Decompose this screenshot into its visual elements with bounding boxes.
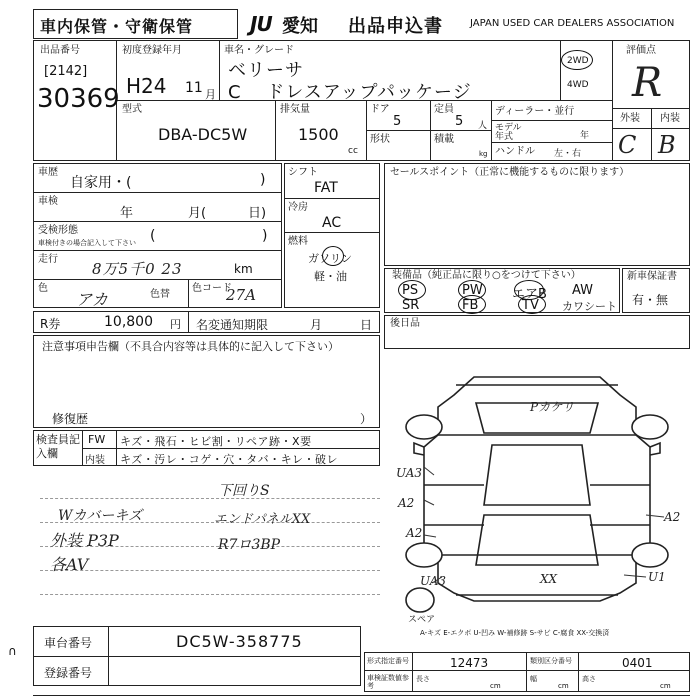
equip-tv-circle [518,295,546,314]
repair-close: ） [360,412,373,426]
car-roof [484,445,590,505]
note-exterior: 外装 P3P [50,531,119,550]
reg-number-label: 登録番号 [44,666,93,680]
aftermarket-label: 後日品 [390,318,420,329]
equip-tv: TV [522,298,539,313]
diagram-mark-front: Pカケリ [530,400,575,414]
inspection-label: 車検 [38,196,58,207]
diagram-mark-a2-left-2: A2 [406,526,423,540]
diagram-mark-a2-right: A2 [664,510,681,524]
dims-length: 長さ [416,675,430,683]
equipment-label: 装備品（純正品に限り○をつけて下さい） [392,270,581,281]
drive-4wd: 4WD [567,80,589,90]
vehicle-name: ベリーサ [228,60,304,81]
mileage-value: 8万5千0 23 [92,260,183,278]
inspection-day: 日) [248,206,267,221]
car-right-mirror [650,443,660,455]
acceptance-open: ( [150,228,156,244]
cooler-value: AC [322,215,342,231]
history-label: 車歴 [38,167,58,178]
ju-logo: JU [250,12,272,36]
dims-height-unit: cm [660,682,671,690]
exterior-grade: C [618,131,637,159]
diagram-mark-ua3-left: UA3 [396,466,423,480]
model-year-label: モデル年式 [495,123,522,142]
diagram-mark-u1-right: U1 [648,570,666,584]
lot-number-label: 出品番号 [40,45,80,56]
category-label: 類別区分番号 [530,657,572,665]
voucher-unit: 円 [170,318,181,331]
interior-label: 内装 [660,113,680,124]
sales-point-label: セールスポイント（正常に機能するものに限ります） [390,167,630,178]
rear-right-wheel [632,543,668,567]
acceptance-sub: 車検付きの場合記入して下さい [38,239,136,247]
org-name-english: JAPAN USED CAR DEALERS ASSOCIATION [470,18,675,29]
dims-height: 高さ [582,675,596,683]
left-margin-mark: ∩ [8,644,17,658]
displacement-label: 排気量 [280,104,310,115]
category-value: 0401 [622,656,653,670]
inspector-fw: FW [88,433,106,446]
dims-width-unit: cm [558,682,569,690]
inspector-fw-text: キズ・飛石・ヒビ割・リペア跡・X要 [120,435,312,448]
sales-point-block [384,163,690,266]
inspection-year-unit: 年 [120,206,134,221]
org-name: 愛知 [282,16,318,37]
registration-year: H24 [126,74,167,98]
type-designation-value: 12473 [450,656,489,670]
shift-label: シフト [288,167,318,178]
evaluation-label: 評価点 [626,45,656,56]
capacity-unit: 人 [478,121,488,131]
car-left-mirror [414,443,424,455]
vehicle-grade: C ドレスアップパッケージ [228,82,472,103]
lot-number: 30369 [37,84,120,114]
mileage-label: 走行 [38,254,58,265]
capacity-label: 定員 [434,104,454,115]
fuel-gasoline: ガソリン [308,252,352,265]
note-av: 各AV [50,555,89,574]
diagram-mark-a2-left-1: A2 [398,496,415,510]
recycle-label: 名変通知期限 [196,318,269,332]
color-value: アカ [76,290,108,309]
equip-ps: PS [402,283,419,298]
handle-label: ハンドル [495,146,535,157]
repair-label: 修復歴 [52,412,89,426]
spare-label: スペア [408,615,436,625]
note-w-cover: Wカバーキズ [58,508,143,524]
registration-month: 11 [185,80,203,96]
inspector-interior-text: キズ・汚レ・コゲ・穴・タバ・キレ・破レ [120,453,339,466]
form-title: 出品申込書 [348,16,443,37]
damage-legend: A-キズ E-エクボ U-凹み W-補修跡 S-サビ C-腐食 XX-交換済 [420,629,610,637]
acceptance-label: 受検形態 [38,225,78,236]
car-outline-rear [438,555,636,601]
voucher-value: 10,800 [104,314,153,330]
rear-left-wheel [406,543,442,567]
equip-pw: PW [462,283,483,298]
fuel-diesel: 軽・油 [314,270,347,283]
type-designation-label: 形式指定番号 [367,657,409,665]
warranty-value: 有・無 [632,293,669,307]
color-change-label: 色替 [150,289,170,300]
shape-label: 形状 [370,134,390,145]
capacity-value: 5 [455,114,464,129]
note-r7: R7ロ3BP [218,537,281,553]
inspector-interior: 内装 [85,455,105,466]
evaluation-score: R [632,60,663,106]
equip-leather-seat: カワシート [562,300,617,313]
equip-aw: AW [572,283,594,298]
color-code-label: 色コード [192,283,232,294]
front-left-wheel [406,415,442,439]
acceptance-close: ) [262,228,268,244]
displacement-value: 1500 [298,125,339,144]
dims-length-unit: cm [490,682,501,690]
exterior-label: 外装 [620,113,640,124]
warranty-label: 新車保証書 [627,271,677,282]
history-close: ) [260,172,266,188]
equip-fb-circle [458,295,486,314]
diagram-mark-xx-rear: XX [540,572,558,586]
dims-label: 車検証数値参考 [367,674,409,690]
aftermarket-block [384,315,690,349]
spare-tire [406,588,434,612]
cooler-label: 冷房 [288,202,308,213]
handle-value: 左・右 [554,149,582,159]
equip-fb: FB [462,298,479,313]
lot-sub-number: [2142] [44,64,88,79]
color-label: 色 [38,283,48,294]
load-unit: kg [479,150,488,158]
note-end-panel: エンドパネルXX [214,512,311,527]
car-rear-window [476,515,598,565]
model-year-unit: 年 [580,131,590,141]
car-right-side [636,435,650,555]
dealer-label: ディーラー・並行 [495,106,575,117]
note-underbody: 下回りS [218,483,270,499]
voucher-label: R券 [40,317,61,331]
chassis-label: 車台番号 [44,636,93,650]
doors-label: ドア [370,104,390,115]
model-label: 型式 [122,104,142,115]
fuel-label: 燃料 [288,236,308,247]
first-registration-label: 初度登録年月 [122,45,182,56]
shift-value: FAT [314,180,338,196]
recycle-day: 日 [360,318,373,332]
equip-airbag: エアB [512,287,547,302]
front-right-wheel [632,415,668,439]
diagram-mark-ua3-rear: UA3 [420,574,447,588]
interior-grade: B [658,131,676,159]
doors-value: 5 [393,114,402,129]
storage-label: 車内保管・守衛保管 [40,17,194,36]
dims-width: 幅 [530,675,537,683]
notes-label: 注意事項申告欄（不具合内容等は具体的に記入して下さい） [42,340,339,353]
inspector-label: 検査員記入欄 [36,433,80,460]
registration-month-unit: 月 [205,88,216,101]
drive-2wd-circle [561,50,593,70]
inspection-month: 月( [188,206,207,221]
mileage-unit: km [234,262,253,276]
equip-sr: SR [402,298,420,313]
displacement-unit: cc [348,146,358,156]
chassis-number: DC5W-358775 [176,632,303,651]
load-label: 積載 [434,134,454,145]
car-right-door-line [590,485,650,525]
history-value: 自家用・( [70,175,132,191]
recycle-month: 月 [310,318,323,332]
vehicle-name-label: 車名・グレード [224,45,294,56]
drive-2wd: 2WD [567,56,589,66]
equip-ps-circle [398,280,426,300]
color-code: 27A [226,286,256,304]
model-code: DBA-DC5W [158,125,248,144]
fuel-gasoline-circle [322,246,344,266]
